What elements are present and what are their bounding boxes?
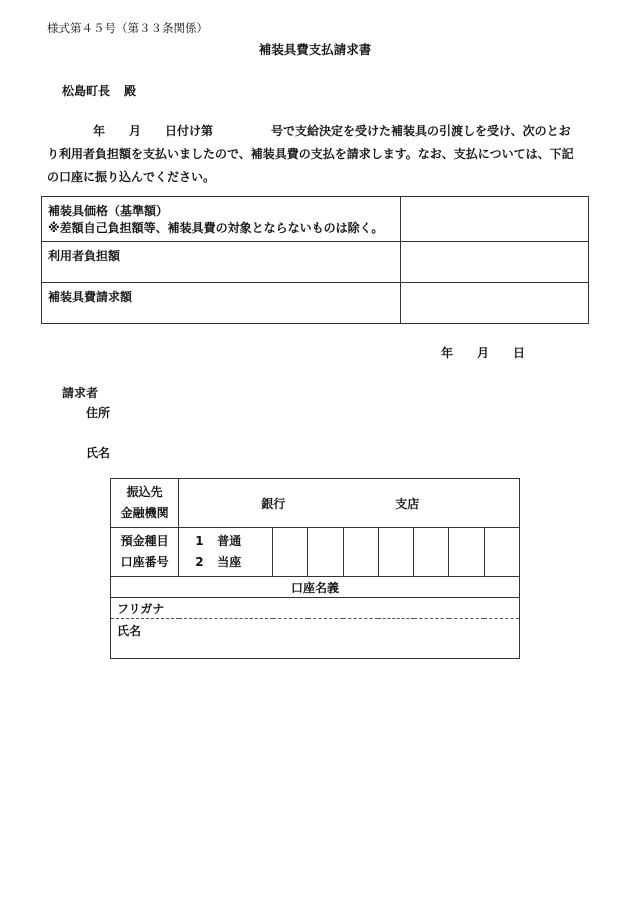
type1-number: 1	[195, 534, 204, 548]
type1-label: 普通	[217, 534, 242, 548]
price-base-label-cell	[42, 197, 401, 242]
body-month: 月	[129, 124, 142, 138]
account-digit-5[interactable]	[414, 528, 449, 577]
holder-name-row	[111, 619, 520, 659]
body-line-2: り利用者負担額を支払いましたので、補装具費の支払を請求します。なお、支払については、下記	[47, 147, 574, 161]
price-row-user-burden	[42, 242, 589, 283]
furigana-row	[111, 598, 520, 619]
furigana-field[interactable]	[111, 598, 520, 619]
body-line-1-rest: 号で支給決定を受けた補装具の引渡しを受け、次のとお	[271, 124, 571, 138]
date-day: 日	[513, 346, 526, 360]
claimant-name-label: 氏名	[86, 446, 111, 460]
price-row-claim	[42, 283, 589, 324]
addressee	[62, 82, 136, 99]
form-number: 様式第４５号（第３３条関係）	[47, 21, 208, 35]
bank-name-cell[interactable]	[179, 479, 520, 528]
transfer-bank-label	[111, 479, 179, 528]
account-digit-3[interactable]	[343, 528, 378, 577]
deposit-type-label	[111, 528, 179, 577]
price-table	[41, 196, 589, 324]
document-title: 補装具費支払請求書	[258, 42, 372, 57]
account-digit-4[interactable]	[378, 528, 413, 577]
account-digit-6[interactable]	[449, 528, 484, 577]
price-base-note: ※差額自己負担額等、補装具費の対象とならないものは除く。	[48, 221, 384, 235]
claimant-label: 請求者	[62, 386, 99, 400]
date-year: 年	[441, 346, 454, 360]
holder-name-label: 氏名	[117, 624, 142, 638]
claim-amount-value[interactable]	[401, 283, 589, 324]
holder-header-row	[111, 577, 520, 598]
branch-suffix: 支店	[395, 496, 420, 511]
account-digit-2[interactable]	[308, 528, 343, 577]
furigana-label: フリガナ	[117, 601, 165, 616]
account-digit-7[interactable]	[484, 528, 519, 577]
deposit-type-current[interactable]	[195, 552, 272, 573]
user-burden-value[interactable]	[401, 242, 589, 283]
bank-account-table	[110, 478, 520, 659]
deposit-type-ordinary[interactable]	[195, 531, 272, 552]
body-line-1	[47, 120, 592, 143]
date-line	[441, 344, 549, 361]
claim-amount-label: 補装具費請求額	[42, 283, 401, 324]
claimant-address-label: 住所	[86, 406, 111, 420]
addressee-name: 松島町長	[62, 84, 111, 98]
account-row	[111, 528, 520, 577]
request-body	[47, 120, 592, 189]
addressee-honorific: 殿	[124, 84, 137, 98]
body-date-no: 日付け第	[165, 124, 214, 138]
user-burden-label: 利用者負担額	[42, 242, 401, 283]
bank-suffix: 銀行	[261, 496, 286, 511]
transfer-label-line1: 振込先	[126, 485, 163, 499]
holder-name-field[interactable]	[111, 619, 520, 659]
body-line-3: の口座に振り込んでください。	[47, 170, 216, 184]
body-year: 年	[93, 124, 106, 138]
deposit-type-options[interactable]	[179, 528, 273, 577]
type2-number: 2	[195, 555, 204, 569]
date-month: 月	[477, 346, 490, 360]
type2-label: 当座	[217, 555, 242, 569]
account-holder-label: 口座名義	[111, 577, 520, 598]
deposit-label-line2: 口座番号	[120, 555, 169, 569]
price-base-value[interactable]	[401, 197, 589, 242]
price-row-base	[42, 197, 589, 242]
account-digit-1[interactable]	[273, 528, 308, 577]
deposit-label-line1: 預金種目	[120, 534, 169, 548]
bank-row	[111, 479, 520, 528]
price-base-label: 補装具価格（基準額）	[48, 204, 169, 218]
transfer-label-line2: 金融機関	[120, 506, 169, 520]
